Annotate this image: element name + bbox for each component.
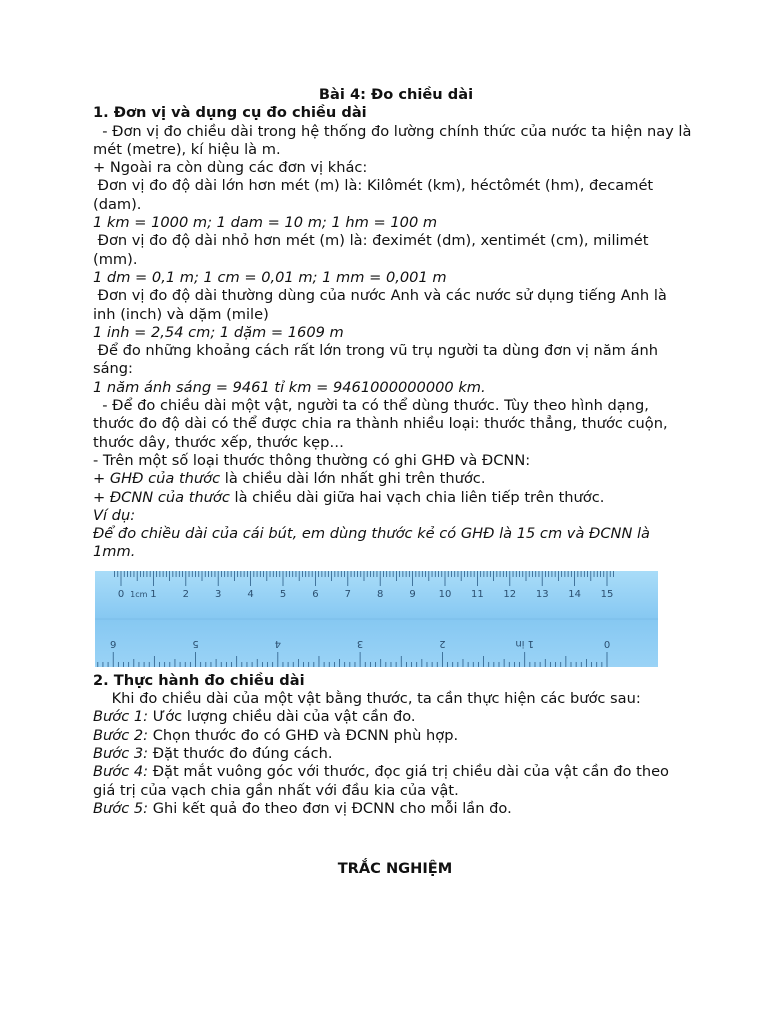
formula-smaller-units: 1 dm = 0,1 m; 1 cm = 0,01 m; 1 mm = 0,001 m [93, 268, 447, 286]
quiz-heading: TRẮC NGHIỆM [337, 860, 453, 878]
dcnn-definition-text: là chiều dài giữa hai vạch chia liên tiếp trên thước. [229, 488, 605, 506]
page-title: Bài 4: Đo chiều dài [318, 86, 474, 103]
section1-heading: 1. Đơn vị và dụng cụ đo chiều dài [93, 104, 367, 122]
cm-tick-label: 13 [535, 588, 549, 600]
ruler-image [95, 571, 658, 667]
example-label: Ví dụ: [93, 506, 136, 524]
step-4 [93, 763, 693, 800]
cm-tick-label: 5 [279, 588, 287, 600]
section2-heading: 2. Thực hành đo chiều dài [93, 671, 305, 689]
step-label: Bước 4: [93, 763, 149, 781]
cm-tick-label: 7 [344, 588, 351, 600]
formula-english-units: 1 inh = 2,54 cm; 1 dặm = 1609 m [93, 323, 344, 341]
cm-tick-label: 11 [471, 588, 484, 600]
dcnn-term: + ĐCNN của thước [93, 488, 230, 506]
cm-tick-label: 14 [568, 588, 581, 600]
step-1 [93, 708, 693, 726]
paragraph-other-units: + Ngoài ra còn dùng các đơn vị khác: [93, 159, 368, 177]
inch-tick-label: 1 in [515, 637, 535, 649]
cm-tick-label: 6 [312, 588, 319, 600]
step-text: Chọn thước đo có GHĐ và ĐCNN phù hợp. [148, 726, 459, 744]
step-5 [93, 800, 693, 818]
step-label: Bước 2: [93, 726, 149, 744]
cm-tick-label: 9 [409, 588, 416, 600]
step-3 [93, 745, 693, 763]
ghd-definition-text: là chiều dài lớn nhất ghi trên thước. [220, 470, 486, 488]
formula-light-year: 1 năm ánh sáng = 9461 tỉ km = 9461000000000 km. [93, 378, 486, 396]
paragraph-dcnn-definition [93, 489, 693, 507]
example-text: Để đo chiều dài của cái bút, em dùng thước kẻ có GHĐ là 15 cm và ĐCNN là 1mm. [93, 525, 650, 561]
step-label: Bước 5: [93, 799, 149, 817]
cm-tick-label: 8 [377, 588, 384, 600]
step-text: Đặt mắt vuông góc với thước, đọc giá trị chiều dài của vật cần đo theo giá trị của vạch chia gần nhất với đầu kia của vật. [93, 763, 669, 799]
paragraph-english-units: Đơn vị đo độ dài thường dùng của nước Anh và các nước sử dụng tiếng Anh là inh (inch) và dặm (mile) [93, 287, 672, 323]
inch-tick-label: 2 [439, 637, 446, 649]
step-2 [93, 727, 693, 745]
inch-tick-label: 0 [603, 637, 611, 649]
document-page [93, 86, 697, 878]
inch-tick-label: 6 [110, 637, 117, 649]
step-text: Đặt thước đo đúng cách. [148, 744, 333, 762]
cm-tick-label: 10 [438, 588, 452, 600]
paragraph-rulers: - Để đo chiều dài một vật, người ta có thể dùng thước. Tùy theo hình dạng, thước đo độ dài có thể được chia ra thành nhiều loại: thước thẳng, thước cuộn, thước dây, thước xếp, thước kẹp… [93, 397, 673, 451]
paragraph-larger-units: Đơn vị đo độ dài lớn hơn mét (m) là: Kilômét (km), héctômét (hm), đecamét (dam). [93, 177, 658, 213]
step-label: Bước 1: [93, 708, 149, 726]
cm-tick-label: 1 [150, 588, 157, 600]
inch-tick-label: 4 [274, 637, 282, 649]
paragraph-ghd-definition [93, 470, 693, 488]
step-text: Ghi kết quả đo theo đơn vị ĐCNN cho mỗi lần đo. [148, 799, 512, 817]
ghd-term: + GHĐ của thước [93, 470, 221, 488]
cm-tick-label: 15 [600, 588, 614, 600]
formula-larger-units: 1 km = 1000 m; 1 dam = 10 m; 1 hm = 100 m [93, 214, 438, 232]
step-text: Ước lượng chiều dài của vật cần đo. [148, 708, 416, 726]
cm-tick-label: 12 [503, 588, 517, 600]
inch-tick-label: 5 [192, 637, 199, 649]
step-label: Bước 3: [93, 744, 149, 762]
inch-tick-label: 3 [356, 637, 364, 649]
ruler-illustration [95, 571, 658, 667]
section2-intro: Khi đo chiều dài của một vật bằng thước, ta cần thực hiện các bước sau: [93, 690, 641, 708]
paragraph-light-year: Để đo những khoảng cách rất lớn trong vũ trụ người ta dùng đơn vị năm ánh sáng: [93, 342, 663, 378]
paragraph-si-unit: - Đơn vị đo chiều dài trong hệ thống đo lường chính thức của nước ta hiện nay là mét (metre), kí hiệu là m. [93, 122, 697, 158]
cm-tick-label: 0 [117, 588, 125, 600]
paragraph-smaller-units: Đơn vị đo độ dài nhỏ hơn mét (m) là: đeximét (dm), xentimét (cm), milimét (mm). [93, 232, 654, 268]
cm-tick-label: 4 [247, 588, 254, 600]
cm-tick-label: 2 [182, 588, 189, 600]
paragraph-ghd-dcnn: - Trên một số loại thước thông thường có ghi GHĐ và ĐCNN: [93, 451, 531, 469]
cm-unit-label: 1cm [130, 589, 148, 599]
cm-tick-label: 3 [215, 588, 222, 600]
